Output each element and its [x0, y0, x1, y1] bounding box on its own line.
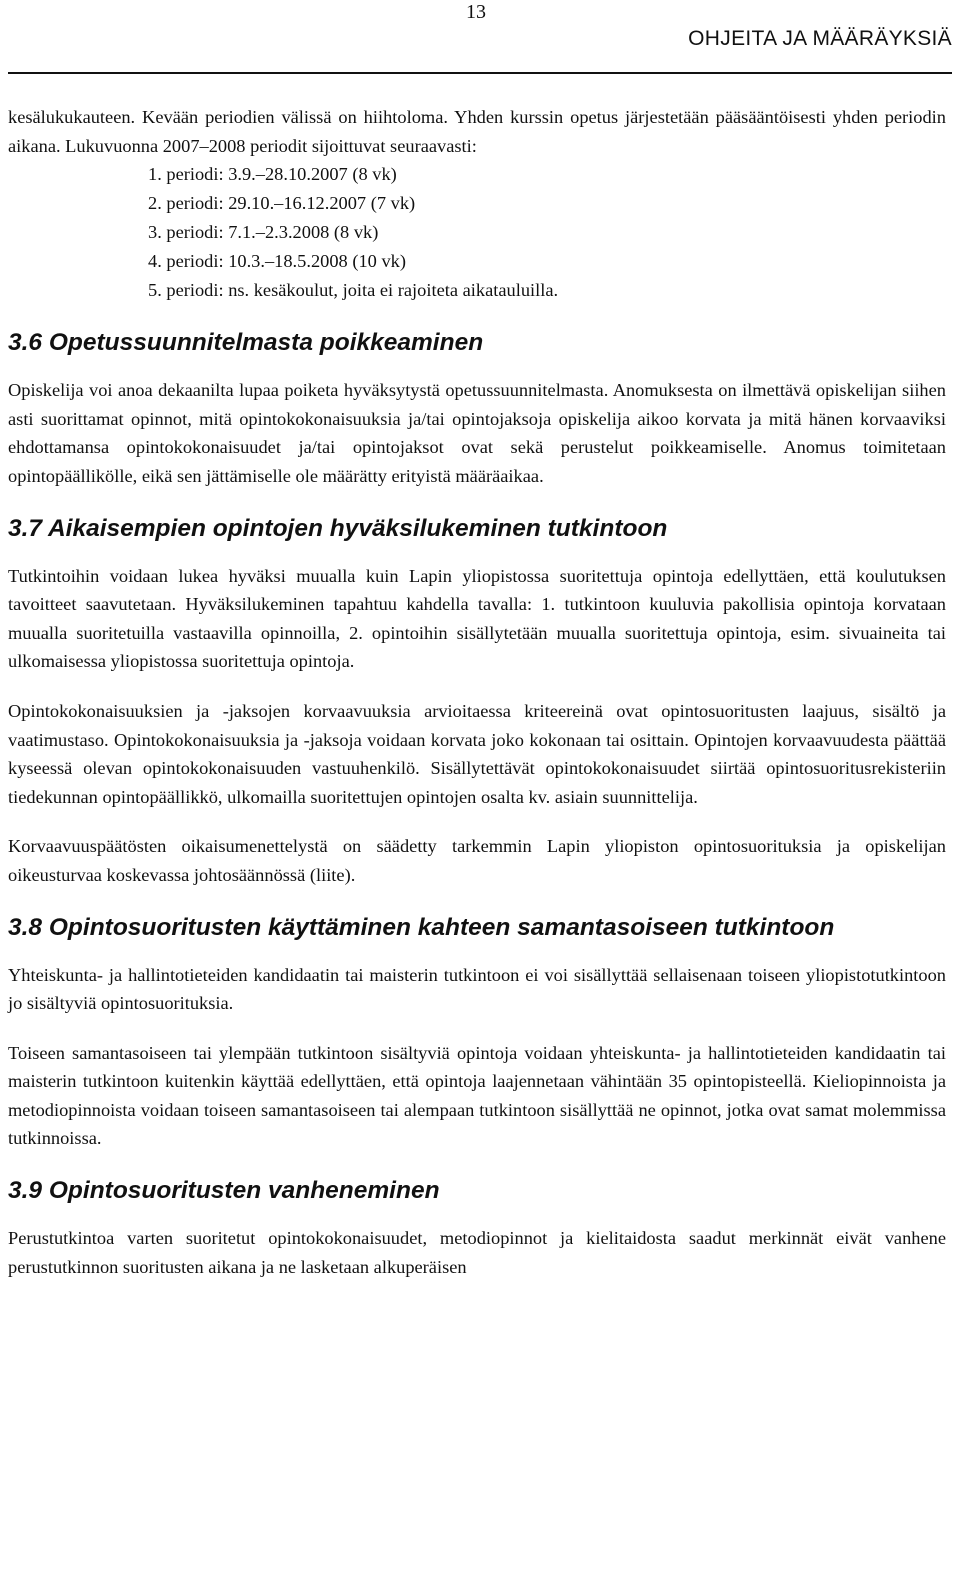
period-item: 5. periodi: ns. kesäkoulut, joita ei rajoiteta aikatauluilla. — [148, 280, 559, 301]
section-heading: 3.7 Aikaisempien opintojen hyväksilukeminen tutkintoon — [8, 514, 668, 542]
intro-paragraph: kesälukukauteen. Kevään periodien välissä on hiihtoloma. Yhden kurssin opetus järjestetään pääsääntöisesti yhden periodin aikana. Lukuvuonna 2007–2008 periodit sijoittuvat seuraavasti: — [8, 107, 946, 156]
section-paragraph: Opiskelija voi anoa dekaanilta lupaa poiketa hyväksytystä opetussuunnitelmasta. Anomuksesta on ilmettävä opiskelijan siihen asti suorittamat opinnot, mitä opintokokonaisuuksia ja/tai opintojaksoja opiskelija aikoo korvata ja mitä hänen korvaaviksi ehdottamansa opintokokonaisuudet ja/tai opintojaksot ovat sekä perustelut poikkeamiselle. Anomus toimitetaan opintopäällikölle, eikä sen jättämiselle ole määrätty erityistä määräaikaa. — [8, 380, 946, 486]
period-list — [8, 160, 946, 305]
period-item: 1. periodi: 3.9.–28.10.2007 (8 vk) — [148, 164, 397, 185]
page-number: 13 — [466, 1, 486, 23]
section-paragraph: Toiseen samantasoiseen tai ylempään tutkintoon sisältyviä opintoja voidaan yhteiskunta- ja hallintotieteiden kandidaatin tai maisterin tutkintoon kuitenkin käyttää edellyttäen, että opintoja laajennetaan vähintään 35 opintopisteellä. Kieliopinnoista ja metodiopinnoista voidaan toiseen samantasoiseen tai alempaan tutkintoon sisällyttää ne opinnot, jotka ovat samat molemmissa tutkinnoissa. — [8, 1042, 946, 1149]
section-heading: 3.8 Opintosuoritusten käyttäminen kahteen samantasoiseen tutkintoon — [8, 913, 835, 941]
period-item: 4. periodi: 10.3.–18.5.2008 (10 vk) — [148, 251, 406, 272]
section-heading: 3.9 Opintosuoritusten vanheneminen — [8, 1177, 440, 1205]
section-3-8 — [8, 912, 946, 1154]
section-paragraph: Korvaavuuspäätösten oikaisumenettelystä on säädetty tarkemmin Lapin yliopiston opintosuorituksia ja opiskelijan oikeusturvaa koskevassa johtosäännössä (liite). — [8, 836, 946, 885]
page-body — [8, 103, 946, 1281]
section-3-7 — [8, 513, 946, 890]
period-item: 3. periodi: 7.1.–2.3.2008 (8 vk) — [148, 222, 379, 243]
section-paragraph: Perustutkintoa varten suoritetut opintokokonaisuudet, metodiopinnot ja kielitaidosta saadut merkinnät eivät vanhene perustutkinnon suoritusten aikana ja ne lasketaan alkuperäisen — [8, 1228, 946, 1277]
section-paragraph: Opintokokonaisuuksien ja -jaksojen korvaavuuksia arvioitaessa kriteereinä ovat opintosuoritusten laajuus, sisältö ja vaatimustaso. Opintokokonaisuuksia ja -jaksoja voidaan korvata joko kokonaan tai osittain. Opintojen korvaavuudesta päättää kyseessä olevan opintokokonaisuuden vastuuhenkilö. Sisällytettävät opintokokonaisuudet siirtää opintosuoritusrekisteriin tiedekunnan opintopäällikkö, ulkomailla suoritettujen opintojen osalta kv. asiain suunnittelija. — [8, 700, 946, 807]
header-divider — [8, 72, 952, 74]
section-3-9 — [8, 1175, 946, 1281]
section-paragraph: Tutkintoihin voidaan lukea hyväksi muualla kuin Lapin yliopistossa suoritettuja opintoja edellyttäen, että koulutuksen tavoitteet saavutetaan. Hyväksilukeminen tapahtuu kahdella tavalla: 1. tutkintoon kuuluvia pakollisia opintoja korvataan muualla suoritetuilla vastaavilla opinnoilla, 2. opintoihin sisällytetään muualla suoritettuja opintoja, esim. sivuaineita tai ulkomaisessa yliopistossa suoritettuja opintoja. — [8, 565, 946, 672]
running-header: OHJEITA JA MÄÄRÄYKSIÄ — [688, 27, 952, 50]
section-paragraph: Yhteiskunta- ja hallintotieteiden kandidaatin tai maisterin tutkintoon ei voi sisällyttää sellaisenaan toiseen yliopistotutkintoon jo sisältyviä opintosuorituksia. — [8, 964, 946, 1014]
section-3-6 — [8, 327, 946, 490]
period-item: 2. periodi: 29.10.–16.12.2007 (7 vk) — [148, 193, 416, 214]
section-heading: 3.6 Opetussuunnitelmasta poikkeaminen — [8, 329, 484, 357]
